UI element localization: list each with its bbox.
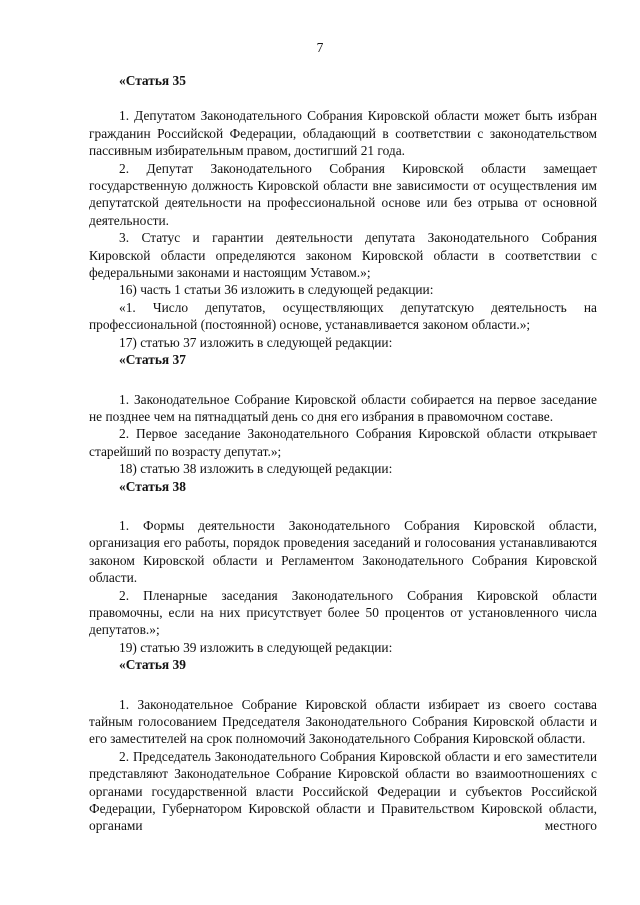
page-number: 7 <box>316 40 324 55</box>
article-37-part-2: 2. Первое заседание Законодательного Собрания Кировской области открывает старейший по возрасту депутат.»; <box>89 426 597 459</box>
article-35-part-1: 1. Депутатом Законодательного Собрания Кировской области может быть избран гражданин Российской Федерации, обладающий в соответствии с законодательством пассивным избирательным правом, достигший 21 года. <box>89 108 597 159</box>
amendment-18: 18) статью 38 изложить в следующей редакции: <box>119 461 393 477</box>
article-35-heading: «Статья 35 <box>119 73 186 88</box>
article-38-heading: «Статья 38 <box>119 478 186 494</box>
document-body <box>89 72 597 835</box>
article-35-part-2: 2. Депутат Законодательного Собрания Кировской области замещает государственную должность Кировской области вне зависимости от осуществления им депутатской деятельности на профессиональной основе или без отрыва от основной деятельности. <box>89 160 597 228</box>
article-39-heading: «Статья 39 <box>119 657 186 673</box>
article-37-part-1: 1. Законодательное Собрание Кировской области собирается на первое заседание не позднее чем на пятнадцатый день со дня его избрания в правомочном составе. <box>89 391 597 424</box>
article-38-part-2: 2. Пленарные заседания Законодательного Собрания Кировской области правомочны, если на них присутствует более 50 процентов от установленного числа депутатов.»; <box>89 587 597 638</box>
amendment-17: 17) статью 37 изложить в следующей редакции: <box>119 334 393 350</box>
article-35-part-3: 3. Статус и гарантии деятельности депутата Законодательного Собрания Кировской области определяются законом Кировской области в соответствии с федеральными законами и настоящим Уставом.»; <box>89 230 597 281</box>
amendment-16: 16) часть 1 статьи 36 изложить в следующей редакции: <box>119 282 434 298</box>
article-38-part-1: 1. Формы деятельности Законодательного Собрания Кировской области, организация его работы, порядок проведения заседаний и голосования устанавливаются законом Кировской области и Регламентом Законодательного Собрания Кировской области. <box>89 517 597 586</box>
article-36-part-1: «1. Число депутатов, осуществляющих депутатскую деятельность на профессиональной (постоянной) основе, устанавливается законом области.»; <box>89 299 597 333</box>
article-39-part-2: 2. Председатель Законодательного Собрания Кировской области и его заместители представляют Законодательное Собрание Кировской области во взаимоотношениях с органами государственной власти Российской Федерации и субъектов Российской Федерации, Губернатором Кировской области и Правительством Кировской области, органами местного <box>89 748 597 834</box>
article-39-part-1: 1. Законодательное Собрание Кировской области избирает из своего состава тайным голосованием Председателя Законодательного Собрания Кировской области и его заместителей на срок полномочий Законодательного Собрания Кировской области. <box>89 696 597 747</box>
amendment-19: 19) статью 39 изложить в следующей редакции: <box>119 639 393 655</box>
article-37-heading: «Статья 37 <box>119 352 186 368</box>
